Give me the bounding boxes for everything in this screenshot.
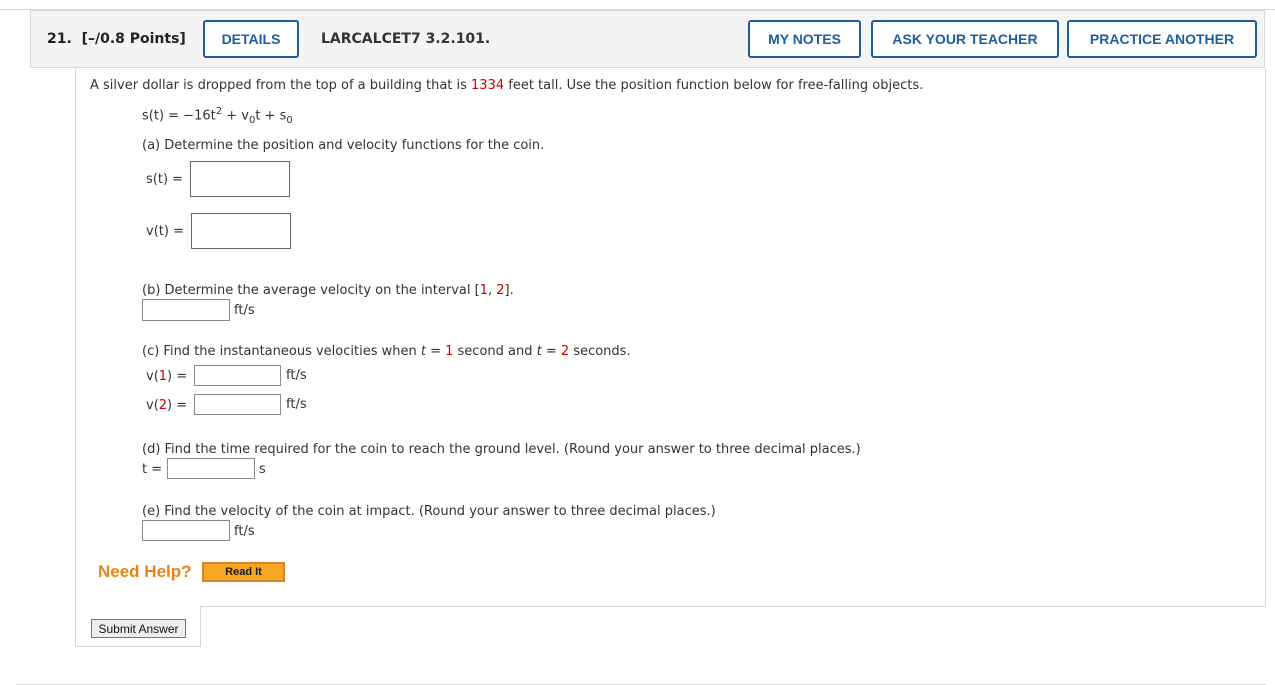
v1-label: v(1) = (146, 369, 188, 384)
points-label: [–/0.8 Points] (81, 31, 186, 47)
read-it-button[interactable]: Read It (202, 562, 285, 582)
v-of-t-input[interactable] (191, 213, 291, 249)
problem-intro: A silver dollar is dropped from the top of a building that is 1334 feet tall. Use the position function below for free-falling objects. (90, 78, 924, 93)
question-number: 21. [–/0.8 Points] (47, 31, 186, 47)
submit-answer-button[interactable]: Submit Answer (91, 619, 186, 638)
question-header (30, 10, 1265, 68)
time-unit: s (259, 462, 266, 477)
v-of-t-label: v(t) = (146, 224, 184, 239)
part-e-prompt: (e) Find the velocity of the coin at impact. (Round your answer to three decimal places.) (142, 504, 716, 519)
v1-unit: ft/s (286, 368, 307, 383)
part-d-prompt: (d) Find the time required for the coin to reach the ground level. (Round your answer to three decimal places.) (142, 442, 861, 457)
building-height: 1334 (471, 78, 505, 93)
part-a-prompt: (a) Determine the position and velocity functions for the coin. (142, 138, 545, 153)
v2-input[interactable] (194, 394, 281, 415)
t-label: t = (142, 462, 163, 477)
v2-label: v(2) = (146, 398, 188, 413)
time-to-ground-input[interactable] (167, 458, 255, 479)
average-velocity-input[interactable] (142, 299, 230, 321)
position-formula: $s(t) = -16t^2 + v_0t + s_0$ (142, 106, 293, 126)
v1-input[interactable] (194, 365, 281, 386)
question-id: LARCALCET7 3.2.101. (321, 31, 491, 47)
impact-velocity-input[interactable] (142, 520, 230, 541)
ask-your-teacher-button[interactable]: ASK YOUR TEACHER (871, 20, 1059, 58)
s-of-t-label: s(t) = (146, 172, 184, 187)
average-velocity-unit: ft/s (234, 303, 255, 318)
s-of-t-input[interactable] (190, 161, 290, 197)
my-notes-button[interactable]: MY NOTES (748, 20, 861, 58)
part-c-prompt: (c) Find the instantaneous velocities when t = 1 second and t = 2 seconds. (142, 344, 631, 359)
v2-unit: ft/s (286, 397, 307, 412)
details-button[interactable]: DETAILS (203, 20, 299, 58)
part-b-prompt: (b) Determine the average velocity on the interval [1, 2]. (142, 283, 514, 298)
impact-velocity-unit: ft/s (234, 524, 255, 539)
need-help-label: Need Help? (98, 562, 192, 581)
practice-another-button[interactable]: PRACTICE ANOTHER (1067, 20, 1257, 58)
